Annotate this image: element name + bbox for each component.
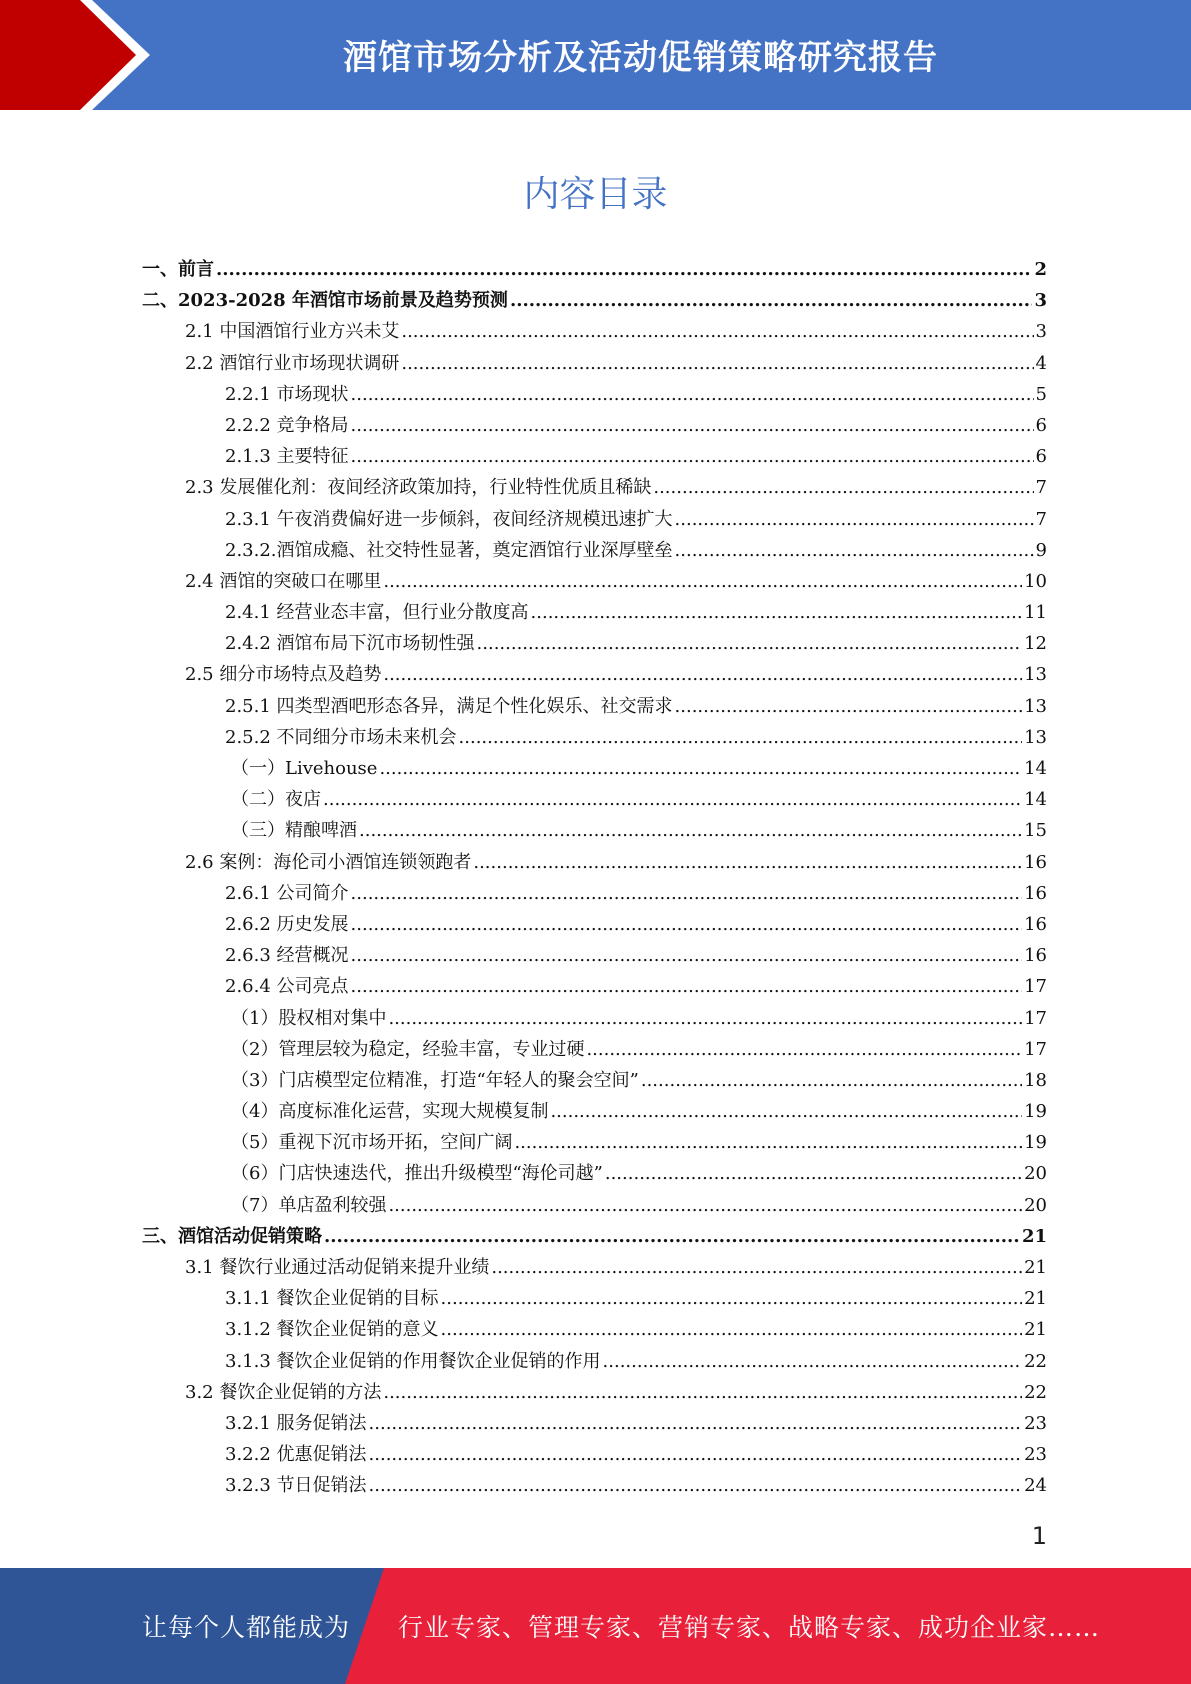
toc-entry-label: 二、2023-2028 年酒馆市场前景及趋势预测 (142, 290, 508, 312)
toc-entry[interactable] (0, 441, 1047, 472)
toc-entry[interactable] (0, 1346, 1047, 1377)
table-of-contents (0, 254, 1191, 1502)
toc-entry-page: 13 (1024, 664, 1047, 686)
toc-entry-label: 2.2.1 市场现状 (225, 383, 349, 405)
toc-entry-page: 19 (1024, 1132, 1047, 1154)
toc-entry-page: 21 (1024, 1319, 1047, 1341)
toc-entry[interactable] (0, 847, 1047, 878)
toc-entry[interactable] (0, 1065, 1047, 1096)
toc-leader-dots (641, 1065, 1022, 1096)
toc-entry-label: （1）股权相对集中 (231, 1007, 387, 1029)
toc-entry[interactable] (0, 1003, 1047, 1034)
toc-entry-label: （7）单店盈利较强 (231, 1194, 387, 1216)
toc-leader-dots (441, 1314, 1023, 1345)
toc-entry-label: 2.6 案例：海伦司小酒馆连锁领跑者 (185, 851, 472, 873)
toc-entry-label: 2.5.2 不同细分市场未来机会 (225, 726, 457, 748)
toc-entry-page: 19 (1024, 1101, 1047, 1123)
toc-entry-label: （4）高度标准化运营，实现大规模复制 (231, 1101, 549, 1123)
toc-entry-label: 2.4 酒馆的突破口在哪里 (185, 570, 382, 592)
toc-entry-label: （2）管理层较为稳定，经验丰富，专业过硬 (231, 1038, 585, 1060)
toc-entry[interactable] (0, 691, 1047, 722)
toc-entry-label: 2.6.1 公司简介 (225, 882, 349, 904)
toc-leader-dots (324, 1221, 1020, 1252)
toc-leader-dots (675, 535, 1034, 566)
toc-leader-dots (388, 1003, 1022, 1034)
toc-entry[interactable] (0, 535, 1047, 566)
toc-entry[interactable] (0, 1252, 1047, 1283)
toc-entry-page: 17 (1024, 976, 1047, 998)
toc-leader-dots (323, 784, 1022, 815)
footer-slogan-left: 让每个人都能成为 (142, 1613, 351, 1642)
toc-entry-label: （三）精酿啤酒 (231, 820, 357, 842)
toc-entry[interactable] (0, 504, 1047, 535)
toc-entry[interactable] (0, 628, 1047, 659)
toc-entry-page: 17 (1024, 1007, 1047, 1029)
toc-entry-label: 2.4.1 经营业态丰富，但行业分散度高 (225, 602, 529, 624)
toc-entry-page: 18 (1024, 1069, 1047, 1091)
toc-entry-page: 3 (1034, 290, 1047, 312)
toc-leader-dots (459, 722, 1023, 753)
toc-entry-label: 2.1 中国酒馆行业方兴未艾 (185, 321, 400, 343)
toc-leader-dots (369, 1470, 1023, 1501)
toc-entry-page: 14 (1024, 758, 1047, 779)
toc-entry-page: 10 (1024, 570, 1047, 592)
toc-leader-dots (369, 1439, 1023, 1470)
toc-entry-label: 3.2 餐饮企业促销的方法 (185, 1381, 382, 1403)
toc-leader-dots (531, 597, 1023, 628)
toc-entry-page: 5 (1035, 383, 1047, 405)
toc-entry-page: 20 (1024, 1194, 1047, 1216)
toc-entry-page: 14 (1024, 789, 1047, 811)
toc-entry-page: 11 (1024, 602, 1047, 624)
toc-entry[interactable] (0, 597, 1047, 628)
toc-entry-page: 23 (1024, 1444, 1047, 1466)
header-banner (0, 0, 1191, 110)
toc-entry[interactable] (0, 1034, 1047, 1065)
toc-leader-dots (491, 1252, 1022, 1283)
toc-entry-page: 13 (1024, 695, 1047, 717)
toc-leader-dots (351, 379, 1034, 410)
toc-entry-page: 3 (1035, 321, 1047, 343)
toc-entry[interactable] (0, 1470, 1047, 1501)
toc-entry[interactable] (0, 254, 1047, 285)
toc-entry[interactable] (0, 878, 1047, 909)
toc-entry-label: 3.2.3 节日促销法 (225, 1475, 367, 1497)
toc-entry[interactable] (0, 1283, 1047, 1314)
footer-banner (0, 1568, 1191, 1684)
toc-leader-dots (473, 847, 1022, 878)
toc-entry-label: 2.5 细分市场特点及趋势 (185, 664, 382, 686)
toc-leader-dots (379, 753, 1022, 784)
toc-entry-page: 21 (1021, 1225, 1047, 1247)
toc-entry-label: （二）夜店 (231, 789, 321, 811)
toc-leader-dots (603, 1346, 1023, 1377)
toc-entry-page: 16 (1024, 851, 1047, 873)
toc-leader-dots (510, 285, 1033, 316)
toc-leader-dots (351, 940, 1023, 971)
toc-leader-dots (351, 909, 1023, 940)
toc-entry[interactable] (0, 1158, 1047, 1189)
toc-entry-page: 16 (1024, 945, 1047, 967)
toc-entry[interactable] (0, 1377, 1047, 1408)
toc-leader-dots (351, 971, 1023, 1002)
toc-entry-page: 21 (1024, 1288, 1047, 1310)
toc-entry-page: 4 (1035, 352, 1047, 374)
toc-leader-dots (586, 1034, 1022, 1065)
toc-entry-page: 23 (1024, 1412, 1047, 1434)
toc-leader-dots (351, 410, 1034, 441)
page-number: 1 (1031, 1522, 1047, 1550)
toc-entry-label: 3.2.1 服务促销法 (225, 1412, 367, 1434)
toc-entry-page: 6 (1035, 414, 1047, 436)
toc-entry-label: 2.2 酒馆行业市场现状调研 (185, 352, 400, 374)
toc-leader-dots (401, 348, 1033, 379)
toc-entry[interactable] (0, 1408, 1047, 1439)
toc-leader-dots (675, 691, 1023, 722)
toc-leader-dots (441, 1283, 1023, 1314)
toc-leader-dots (383, 566, 1022, 597)
toc-leader-dots (216, 254, 1032, 285)
toc-entry-label: 2.6.2 历史发展 (225, 913, 349, 935)
toc-entry[interactable] (0, 379, 1047, 410)
footer-slogan-right: 行业专家、管理专家、营销专家、战略专家、成功企业家…… (398, 1613, 1101, 1642)
toc-leader-dots (605, 1158, 1022, 1189)
toc-entry[interactable] (0, 940, 1047, 971)
toc-entry-label: 2.1.3 主要特征 (225, 446, 349, 468)
toc-entry-page: 20 (1024, 1163, 1047, 1185)
toc-entry-page: 24 (1024, 1475, 1047, 1497)
toc-leader-dots (550, 1096, 1022, 1127)
toc-entry-label: 3.1.2 餐饮企业促销的意义 (225, 1319, 439, 1341)
toc-entry-page: 22 (1024, 1350, 1047, 1372)
toc-leader-dots (477, 628, 1023, 659)
toc-entry[interactable] (0, 784, 1047, 815)
toc-entry-label: 3.2.2 优惠促销法 (225, 1444, 367, 1466)
toc-leader-dots (369, 1408, 1023, 1439)
toc-entry[interactable] (0, 1221, 1047, 1252)
toc-entry-label: 2.6.4 公司亮点 (225, 976, 349, 998)
toc-entry-page: 7 (1035, 477, 1047, 499)
toc-entry[interactable] (0, 1190, 1047, 1221)
toc-entry-page: 12 (1024, 633, 1047, 655)
toc-entry-page: 9 (1035, 539, 1047, 561)
toc-entry-label: （3）门店模型定位精准，打造“年轻人的聚会空间” (231, 1069, 639, 1091)
toc-entry-label: （一）Livehouse (231, 758, 378, 779)
toc-leader-dots (653, 472, 1033, 503)
toc-entry[interactable] (0, 566, 1047, 597)
toc-title: 内容目录 (523, 174, 668, 215)
toc-entry[interactable] (0, 472, 1047, 503)
toc-entry-page: 17 (1024, 1038, 1047, 1060)
toc-entry-label: 一、前言 (142, 259, 214, 280)
toc-entry-page: 15 (1024, 820, 1047, 842)
toc-entry-page: 7 (1035, 508, 1047, 530)
toc-entry-label: 3.1 餐饮行业通过活动促销来提升业绩 (185, 1257, 490, 1278)
toc-entry[interactable] (0, 285, 1047, 316)
toc-entry-label: 2.6.3 经营概况 (225, 945, 349, 967)
toc-entry[interactable] (0, 909, 1047, 940)
toc-entry[interactable] (0, 753, 1047, 784)
toc-entry[interactable] (0, 659, 1047, 690)
toc-entry[interactable] (0, 410, 1047, 441)
toc-leader-dots (388, 1190, 1022, 1221)
toc-entry-page: 6 (1035, 446, 1047, 468)
toc-leader-dots (675, 504, 1034, 535)
toc-entry-label: 3.1.1 餐饮企业促销的目标 (225, 1288, 439, 1310)
toc-entry-label: 2.3.1 午夜消费偏好进一步倾斜，夜间经济规模迅速扩大 (225, 508, 673, 530)
toc-entry-page: 22 (1024, 1381, 1047, 1403)
toc-entry[interactable] (0, 722, 1047, 753)
toc-entry-page: 16 (1024, 882, 1047, 904)
toc-leader-dots (383, 659, 1022, 690)
toc-entry-label: 3.1.3 餐饮企业促销的作用餐饮企业促销的作用 (225, 1350, 601, 1372)
toc-entry-label: （5）重视下沉市场开拓，空间广阔 (231, 1132, 513, 1154)
toc-entry[interactable] (0, 1439, 1047, 1470)
toc-entry-page: 21 (1024, 1257, 1047, 1278)
toc-entry[interactable] (0, 316, 1047, 347)
toc-entry-label: 2.5.1 四类型酒吧形态各异，满足个性化娱乐、社交需求 (225, 695, 673, 717)
toc-entry[interactable] (0, 971, 1047, 1002)
toc-leader-dots (351, 441, 1034, 472)
toc-entry-page: 13 (1024, 726, 1047, 748)
toc-leader-dots (401, 316, 1033, 347)
toc-entry-label: 2.3.2.酒馆成瘾、社交特性显著，奠定酒馆行业深厚壁垒 (225, 539, 673, 561)
toc-entry-label: （6）门店快速迭代，推出升级模型“海伦司越” (231, 1163, 603, 1185)
toc-entry[interactable] (0, 1314, 1047, 1345)
toc-entry-page: 16 (1024, 913, 1047, 935)
toc-entry-label: 2.2.2 竞争格局 (225, 414, 349, 436)
toc-entry-label: 2.4.2 酒馆布局下沉市场韧性强 (225, 633, 475, 655)
toc-leader-dots (383, 1377, 1022, 1408)
toc-entry[interactable] (0, 815, 1047, 846)
header-title: 酒馆市场分析及活动促销策略研究报告 (343, 38, 938, 78)
toc-leader-dots (351, 878, 1023, 909)
toc-leader-dots (359, 815, 1022, 846)
toc-leader-dots (514, 1127, 1022, 1158)
toc-entry-page: 2 (1034, 259, 1047, 280)
toc-entry-label: 2.3 发展催化剂：夜间经济政策加持，行业特性优质且稀缺 (185, 477, 652, 499)
toc-entry[interactable] (0, 348, 1047, 379)
toc-entry[interactable] (0, 1096, 1047, 1127)
toc-entry[interactable] (0, 1127, 1047, 1158)
toc-entry-label: 三、酒馆活动促销策略 (142, 1225, 322, 1247)
